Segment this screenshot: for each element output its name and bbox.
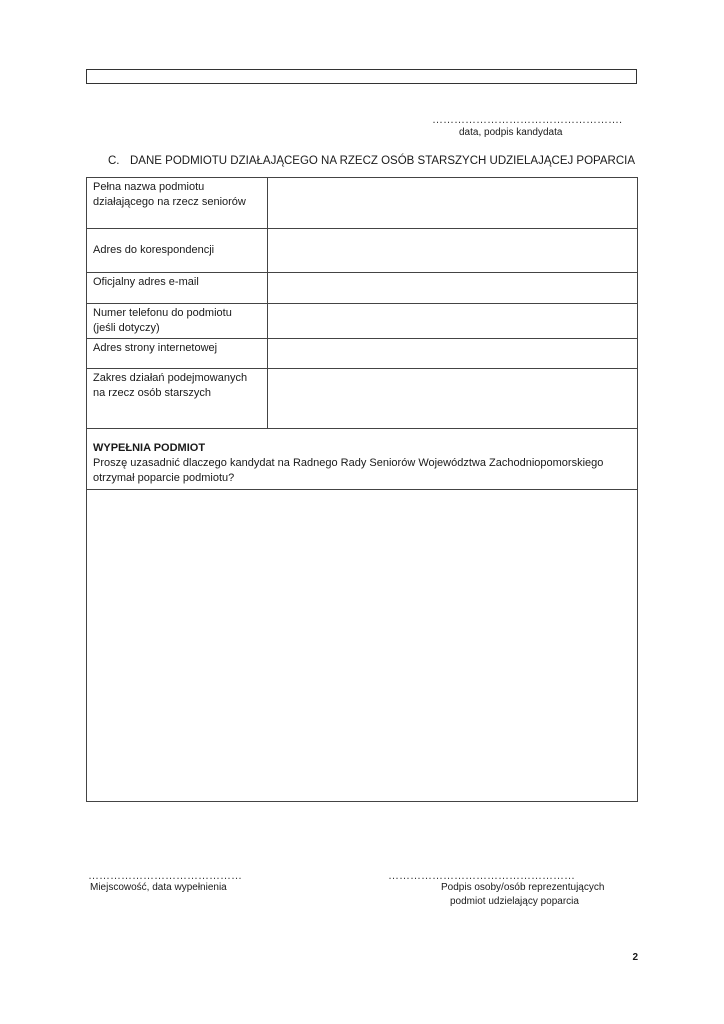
row-label-line: Pełna nazwa podmiotu (93, 181, 205, 193)
row-label (87, 178, 268, 229)
table-row (87, 178, 638, 229)
website-field[interactable] (268, 339, 638, 369)
place-date-line: …………………………………… (88, 870, 242, 882)
phone-field[interactable] (268, 304, 638, 339)
top-field-box[interactable] (86, 69, 637, 84)
signature-label-top: data, podpis kandydata (459, 127, 563, 138)
representative-signature-label-2: podmiot udzielający poparcia (450, 896, 579, 907)
activities-field[interactable] (268, 369, 638, 429)
address-field[interactable] (268, 229, 638, 273)
table-row (87, 229, 638, 273)
email-field[interactable] (268, 273, 638, 304)
entity-data-table (86, 177, 638, 802)
section-title (108, 155, 635, 167)
section-number: C. (108, 155, 120, 167)
row-label-line: (jeśli dotyczy) (93, 322, 160, 334)
justification-field[interactable] (87, 490, 638, 802)
section-title-text: DANE PODMIOTU DZIAŁAJĄCEGO NA RZECZ OSÓB STARSZYCH UDZIELAJĄCEJ POPARCIA (130, 155, 636, 167)
page-number: 2 (632, 952, 638, 963)
row-label-line: działającego na rzecz seniorów (93, 196, 246, 208)
row-label-line: Adres strony internetowej (93, 342, 218, 354)
row-label (87, 304, 268, 339)
full-name-field[interactable] (268, 178, 638, 229)
table-row (87, 429, 638, 490)
table-row (87, 304, 638, 339)
signature-line-top: ……………………………………………. (432, 114, 623, 126)
table-row (87, 273, 638, 304)
row-label (87, 339, 268, 369)
row-label-line: Adres do korespondencji (93, 244, 215, 256)
row-label-line: Zakres działań podejmowanych (93, 372, 248, 384)
row-label (87, 229, 268, 273)
table-row (87, 490, 638, 802)
table-row (87, 339, 638, 369)
fill-heading: WYPEŁNIA PODMIOT (93, 442, 206, 454)
representative-signature-line: …………………………………………… (388, 870, 575, 882)
fill-section-header (87, 429, 638, 490)
row-label (87, 369, 268, 429)
fill-question: Proszę uzasadnić dlaczego kandydat na Radnego Rady Seniorów Województwa Zachodniopomorskiego otrzymał poparcie podmiotu? (93, 457, 604, 484)
table-row (87, 369, 638, 429)
representative-signature-label-1: Podpis osoby/osób reprezentujących (441, 882, 605, 893)
row-label-line: Numer telefonu do podmiotu (93, 307, 232, 319)
place-date-label: Miejscowość, data wypełnienia (90, 882, 227, 893)
row-label (87, 273, 268, 304)
row-label-line: na rzecz osób starszych (93, 387, 211, 399)
row-label-line: Oficjalny adres e-mail (93, 276, 199, 288)
